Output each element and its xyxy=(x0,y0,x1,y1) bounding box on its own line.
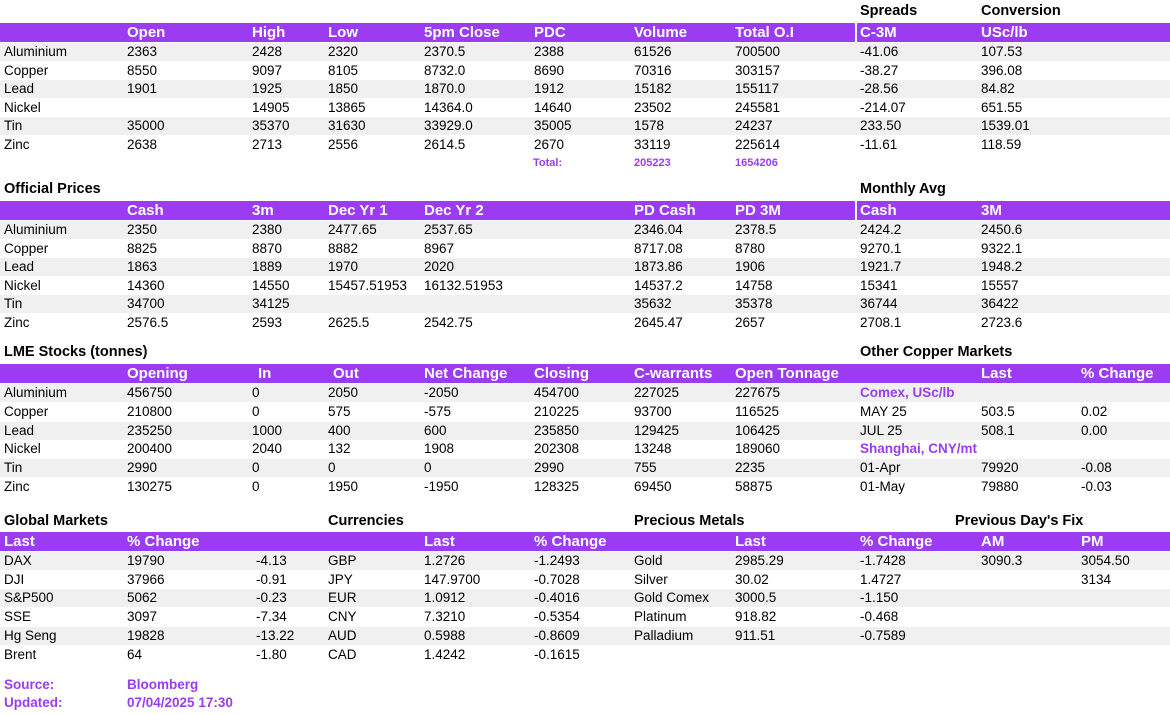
table-cell: 210225 xyxy=(534,403,580,419)
table-cell: 210800 xyxy=(127,403,173,419)
precious-metal-name: Gold Comex xyxy=(634,590,710,606)
table-cell: 2380 xyxy=(252,222,283,237)
table-cell: 8550 xyxy=(127,62,158,78)
table-cell: 0 xyxy=(424,460,432,476)
precious-change: -0.7589 xyxy=(860,627,906,643)
metal-label: Tin xyxy=(4,460,23,476)
table-cell: 2713 xyxy=(252,136,283,152)
prices-header-cell: Volume xyxy=(634,24,688,41)
table-cell: 0 xyxy=(252,460,260,476)
table-cell: 107.53 xyxy=(981,44,1023,59)
table-cell: 1578 xyxy=(634,118,665,133)
currency-last: 1.4242 xyxy=(424,646,466,662)
table-cell: 1863 xyxy=(127,259,158,274)
stocks-header-cell: Out xyxy=(333,365,359,382)
table-cell: 755 xyxy=(634,460,657,476)
table-cell: 651.55 xyxy=(981,99,1023,115)
table-cell: 2378.5 xyxy=(735,222,777,237)
prices-header-cell: Total O.I xyxy=(735,24,794,41)
metal-label: Nickel xyxy=(4,99,41,115)
table-cell: 303157 xyxy=(735,62,781,78)
table-cell: 2350 xyxy=(127,222,158,237)
stocks-header-cell: Open Tonnage xyxy=(735,365,839,382)
precious-last: 30.02 xyxy=(735,571,769,587)
table-cell: 8780 xyxy=(735,240,766,256)
prices-header-divider xyxy=(855,23,857,42)
currency-code: EUR xyxy=(328,590,357,606)
table-cell: 58875 xyxy=(735,479,773,494)
metal-label: Aluminium xyxy=(4,44,68,59)
lme-stocks-title: LME Stocks (tonnes) xyxy=(4,344,148,360)
table-cell: 16132.51953 xyxy=(424,277,503,293)
table-cell: 2020 xyxy=(424,259,455,274)
table-cell: 24237 xyxy=(735,118,773,133)
table-cell: 202308 xyxy=(534,441,580,457)
table-cell: 2346.04 xyxy=(634,222,683,237)
table-cell: 2625.5 xyxy=(328,314,370,330)
table-cell: 129425 xyxy=(634,422,680,438)
stocks-header-cell: Net Change xyxy=(424,365,508,382)
prices-header-cell: Low xyxy=(328,24,358,41)
table-cell: -11.61 xyxy=(860,136,898,152)
table-cell: 14905 xyxy=(252,99,290,115)
currency-change: -0.7028 xyxy=(534,571,580,587)
fix-pm-header: PM xyxy=(1081,533,1104,550)
table-cell: 1908 xyxy=(424,441,455,457)
table-cell: 2708.1 xyxy=(860,314,902,330)
table-cell: 23502 xyxy=(634,99,672,115)
table-cell: -1950 xyxy=(424,479,459,494)
market-change: -1.80 xyxy=(256,646,287,662)
precious-change: -0.468 xyxy=(860,609,899,625)
global-markets-title: Global Markets xyxy=(4,513,108,529)
table-cell: 600 xyxy=(424,422,447,438)
table-row xyxy=(0,440,1170,458)
table-cell: 2645.47 xyxy=(634,314,683,330)
official-header-cell: 3M xyxy=(981,202,1002,219)
table-cell: 454700 xyxy=(534,385,580,400)
table-cell: 2388 xyxy=(534,44,565,59)
fix-am-header: AM xyxy=(981,533,1005,550)
table-cell: 9322.1 xyxy=(981,240,1023,256)
market-last: 64 xyxy=(127,646,143,662)
currency-last: 1.2726 xyxy=(424,553,466,568)
metal-label: Lead xyxy=(4,422,35,438)
table-cell: 34700 xyxy=(127,296,165,311)
table-cell: 189060 xyxy=(735,441,781,457)
other-copper-title: Other Copper Markets xyxy=(860,344,1013,360)
currency-change: -0.5354 xyxy=(534,609,580,625)
table-cell: 1889 xyxy=(252,259,283,274)
monthly-avg-title: Monthly Avg xyxy=(860,181,946,197)
stocks-header-cell: Last xyxy=(981,365,1012,382)
market-change: -0.23 xyxy=(256,590,287,606)
table-cell: 35000 xyxy=(127,118,165,133)
metal-label: Tin xyxy=(4,118,23,133)
metal-label: Aluminium xyxy=(4,222,68,237)
table-cell: 106425 xyxy=(735,422,781,438)
table-cell: 227675 xyxy=(735,385,781,400)
market-change: -7.34 xyxy=(256,609,287,625)
conversion-title: Conversion xyxy=(981,3,1061,19)
market-group-label: Comex, USc/lb xyxy=(860,385,955,400)
table-cell: 84.82 xyxy=(981,81,1015,96)
currency-last: 1.0912 xyxy=(424,590,466,606)
table-cell: -28.56 xyxy=(860,81,899,96)
table-cell: 1906 xyxy=(735,259,766,274)
table-cell: 14550 xyxy=(252,277,290,293)
prices-header-cell: 5pm Close xyxy=(424,24,500,41)
precious-metal-name: Palladium xyxy=(634,627,694,643)
metal-label: Lead xyxy=(4,259,35,274)
official-header-cell: PD 3M xyxy=(735,202,781,219)
table-cell: -214.07 xyxy=(860,99,906,115)
total-volume: 205223 xyxy=(634,157,671,169)
precious-pct-header: % Change xyxy=(860,533,933,550)
table-cell: 116525 xyxy=(735,403,780,419)
market-name: DJI xyxy=(4,571,25,587)
precious-last: 3000.5 xyxy=(735,590,777,606)
metal-label: Nickel xyxy=(4,277,41,293)
table-cell: 8690 xyxy=(534,62,565,78)
table-cell: 235850 xyxy=(534,422,580,438)
fix-pm: 3054.50 xyxy=(1081,553,1130,568)
table-cell: 130275 xyxy=(127,479,173,494)
table-cell: 35378 xyxy=(735,296,773,311)
market-last: 5062 xyxy=(127,590,158,606)
currency-code: GBP xyxy=(328,553,357,568)
table-cell: 9097 xyxy=(252,62,283,78)
metal-label: Lead xyxy=(4,81,35,96)
prices-header-cell: C-3M xyxy=(860,24,897,41)
contract-change: 0.02 xyxy=(1081,403,1108,419)
table-cell: -575 xyxy=(424,403,452,419)
table-cell: 1850 xyxy=(328,81,359,96)
table-cell: 1970 xyxy=(328,259,359,274)
global-pct-header: % Change xyxy=(127,533,200,550)
table-cell: 1921.7 xyxy=(860,259,902,274)
table-cell: 233.50 xyxy=(860,118,902,133)
official-header-cell: Cash xyxy=(860,202,897,219)
contract-label: MAY 25 xyxy=(860,403,907,419)
table-cell: 396.08 xyxy=(981,62,1023,78)
stocks-header-cell: Closing xyxy=(534,365,589,382)
contract-label: JUL 25 xyxy=(860,422,903,438)
table-cell: 0 xyxy=(328,460,336,476)
table-cell: 2428 xyxy=(252,44,283,59)
table-cell: 700500 xyxy=(735,44,781,59)
table-cell: 8825 xyxy=(127,240,158,256)
market-name: Brent xyxy=(4,646,37,662)
official-header-cell: Dec Yr 2 xyxy=(424,202,484,219)
table-cell: 1948.2 xyxy=(981,259,1023,274)
table-row xyxy=(0,571,1170,589)
metal-label: Copper xyxy=(4,62,49,78)
currency-change: -1.2493 xyxy=(534,553,580,568)
market-change: -4.13 xyxy=(256,553,287,568)
table-cell: -41.06 xyxy=(860,44,899,59)
table-cell: 35005 xyxy=(534,118,572,133)
market-last: 19790 xyxy=(127,553,165,568)
table-cell: 118.59 xyxy=(981,136,1022,152)
previous-fix-title: Previous Day's Fix xyxy=(955,513,1084,529)
contract-last: 79880 xyxy=(981,479,1019,494)
table-cell: 8105 xyxy=(328,62,359,78)
table-cell: 2363 xyxy=(127,44,158,59)
table-cell: 8717.08 xyxy=(634,240,683,256)
table-cell: 15557 xyxy=(981,277,1019,293)
table-cell: 575 xyxy=(328,403,351,419)
market-last: 3097 xyxy=(127,609,158,625)
prices-header-cell: PDC xyxy=(534,24,566,41)
metal-label: Nickel xyxy=(4,441,41,457)
official-header-cell: PD Cash xyxy=(634,202,696,219)
table-cell: 69450 xyxy=(634,479,672,494)
table-cell: 235250 xyxy=(127,422,173,438)
market-last: 37966 xyxy=(127,571,165,587)
currency-code: CAD xyxy=(328,646,357,662)
table-cell: 70316 xyxy=(634,62,672,78)
table-cell: -38.27 xyxy=(860,62,899,78)
table-cell: 15182 xyxy=(634,81,672,96)
table-cell: 36744 xyxy=(860,296,898,311)
table-row xyxy=(0,589,1170,607)
table-cell: 2235 xyxy=(735,460,766,476)
currency-code: AUD xyxy=(328,627,357,643)
table-cell: 14758 xyxy=(735,277,773,293)
official-header-cell: Cash xyxy=(127,202,164,219)
table-cell: 8882 xyxy=(328,240,359,256)
contract-change: 0.00 xyxy=(1081,422,1108,438)
contract-change: -0.03 xyxy=(1081,479,1112,494)
market-group-label: Shanghai, CNY/mt xyxy=(860,441,978,457)
source-value: Bloomberg xyxy=(127,677,199,692)
contract-change: -0.08 xyxy=(1081,460,1112,476)
table-cell: 61526 xyxy=(634,44,672,59)
table-cell: 0 xyxy=(252,403,260,419)
total-label: Total: xyxy=(533,157,563,169)
table-cell: 0 xyxy=(252,385,260,400)
table-cell: 2040 xyxy=(252,441,283,457)
table-row xyxy=(0,608,1170,626)
table-cell: 1870.0 xyxy=(424,81,466,96)
spreads-title: Spreads xyxy=(860,3,918,19)
table-cell: 9270.1 xyxy=(860,240,902,256)
table-cell: 128325 xyxy=(534,479,580,494)
table-cell: 0 xyxy=(252,479,260,494)
table-cell: 2576.5 xyxy=(127,314,169,330)
table-cell: 1912 xyxy=(534,81,565,96)
market-name: S&P500 xyxy=(4,590,54,606)
table-cell: 15457.51953 xyxy=(328,277,407,293)
precious-metal-name: Platinum xyxy=(634,609,687,625)
table-cell: 31630 xyxy=(328,118,366,133)
official-header-cell: Dec Yr 1 xyxy=(328,202,388,219)
stocks-header-cell: % Change xyxy=(1081,365,1154,382)
source-label: Source: xyxy=(4,677,55,692)
table-cell: 1950 xyxy=(328,479,359,494)
metal-label: Aluminium xyxy=(4,385,68,400)
table-cell: 227025 xyxy=(634,385,680,400)
market-name: SSE xyxy=(4,609,32,625)
table-cell: 2614.5 xyxy=(424,136,466,152)
contract-last: 503.5 xyxy=(981,403,1015,419)
table-cell: 2050 xyxy=(328,385,359,400)
table-cell: 14537.2 xyxy=(634,277,683,293)
table-cell: 13248 xyxy=(634,441,672,457)
table-cell: 2723.6 xyxy=(981,314,1023,330)
contract-label: 01-Apr xyxy=(860,460,901,476)
market-change: -0.91 xyxy=(256,571,287,587)
table-cell: 2477.65 xyxy=(328,222,377,237)
table-cell: 35370 xyxy=(252,118,290,133)
table-row xyxy=(0,627,1170,645)
table-cell: 2593 xyxy=(252,314,283,330)
contract-last: 508.1 xyxy=(981,422,1015,438)
metal-label: Copper xyxy=(4,240,49,256)
currency-change: -0.8609 xyxy=(534,627,580,643)
currency-code: JPY xyxy=(328,571,353,587)
table-cell: 15341 xyxy=(860,277,898,293)
table-cell: 2670 xyxy=(534,136,565,152)
precious-metals-title: Precious Metals xyxy=(634,513,745,529)
market-name: DAX xyxy=(4,553,32,568)
table-cell: 155117 xyxy=(735,81,780,96)
market-change: -13.22 xyxy=(256,627,295,643)
currency-change: -0.4016 xyxy=(534,590,580,606)
table-cell: 33119 xyxy=(634,136,671,152)
table-cell: 14364.0 xyxy=(424,99,473,115)
prices-header-cell: USc/lb xyxy=(981,24,1028,41)
table-cell: 2990 xyxy=(127,460,158,476)
currency-change: -0.1615 xyxy=(534,646,580,662)
global-last-header: Last xyxy=(4,533,35,550)
table-cell: 8732.0 xyxy=(424,62,466,78)
prices-header-cell: High xyxy=(252,24,286,41)
official-prices-title: Official Prices xyxy=(4,181,101,197)
precious-change: -1.7428 xyxy=(860,553,906,568)
table-cell: 1901 xyxy=(127,81,158,96)
table-cell: 13865 xyxy=(328,99,366,115)
table-row xyxy=(0,646,1170,664)
table-cell: 8967 xyxy=(424,240,455,256)
table-row xyxy=(0,384,1170,402)
currency-last-header: Last xyxy=(424,533,455,550)
total-oi: 1654206 xyxy=(735,157,778,169)
table-cell: 2424.2 xyxy=(860,222,902,237)
market-name: Hg Seng xyxy=(4,627,57,643)
official-header-cell: 3m xyxy=(252,202,274,219)
table-cell: 1000 xyxy=(252,422,283,438)
metal-label: Zinc xyxy=(4,136,30,152)
precious-metal-name: Silver xyxy=(634,571,668,587)
table-cell: 2556 xyxy=(328,136,359,152)
official-header-divider xyxy=(855,201,857,220)
table-cell: 200400 xyxy=(127,441,173,457)
precious-change: -1.150 xyxy=(860,590,899,606)
table-cell: 2320 xyxy=(328,44,359,59)
table-cell: 2638 xyxy=(127,136,158,152)
table-cell: 35632 xyxy=(634,296,672,311)
table-cell: 14360 xyxy=(127,277,165,293)
table-cell: 2990 xyxy=(534,460,565,476)
precious-metal-name: Gold xyxy=(634,553,663,568)
table-cell: 34125 xyxy=(252,296,290,311)
table-cell: 1873.86 xyxy=(634,259,683,274)
stocks-header-cell: Opening xyxy=(127,365,188,382)
precious-last: 918.82 xyxy=(735,609,777,625)
contract-label: 01-May xyxy=(860,479,906,494)
table-cell: 2657 xyxy=(735,314,766,330)
table-cell: 33929.0 xyxy=(424,118,473,133)
currency-last: 147.9700 xyxy=(424,571,481,587)
table-cell: 93700 xyxy=(634,403,672,419)
table-cell: 2370.5 xyxy=(424,44,466,59)
precious-last-header: Last xyxy=(735,533,766,550)
table-cell: 400 xyxy=(328,422,351,438)
table-cell: 14640 xyxy=(534,99,572,115)
currency-code: CNY xyxy=(328,609,357,625)
contract-last: 79920 xyxy=(981,460,1019,476)
metal-label: Tin xyxy=(4,296,23,311)
table-cell: 245581 xyxy=(735,99,781,115)
updated-value: 07/04/2025 17:30 xyxy=(127,695,233,710)
precious-last: 2985.29 xyxy=(735,553,784,568)
prices-header-cell: Open xyxy=(127,24,166,41)
table-cell: 456750 xyxy=(127,385,173,400)
table-cell: 2542.75 xyxy=(424,314,473,330)
updated-label: Updated: xyxy=(4,695,63,710)
table-cell: 2450.6 xyxy=(981,222,1023,237)
metal-label: Zinc xyxy=(4,479,30,494)
currency-pct-header: % Change xyxy=(534,533,607,550)
currencies-title: Currencies xyxy=(328,513,404,529)
metal-label: Copper xyxy=(4,403,49,419)
table-cell: 225614 xyxy=(735,136,781,152)
table-cell: -2050 xyxy=(424,385,459,400)
table-cell: 36422 xyxy=(981,296,1019,311)
table-cell: 8870 xyxy=(252,240,283,256)
stocks-header-cell: In xyxy=(258,365,272,382)
market-last: 19828 xyxy=(127,627,165,643)
metal-label: Zinc xyxy=(4,314,30,330)
fix-pm: 3134 xyxy=(1081,571,1112,587)
stocks-header-cell: C-warrants xyxy=(634,365,713,382)
fix-am: 3090.3 xyxy=(981,553,1023,568)
precious-last: 911.51 xyxy=(735,627,776,643)
precious-change: 1.4727 xyxy=(860,571,902,587)
table-cell: 132 xyxy=(328,441,351,457)
table-cell: 1539.01 xyxy=(981,118,1030,133)
currency-last: 7.3210 xyxy=(424,609,466,625)
table-cell: 2537.65 xyxy=(424,222,473,237)
table-cell: 1925 xyxy=(252,81,283,96)
currency-last: 0.5988 xyxy=(424,627,466,643)
